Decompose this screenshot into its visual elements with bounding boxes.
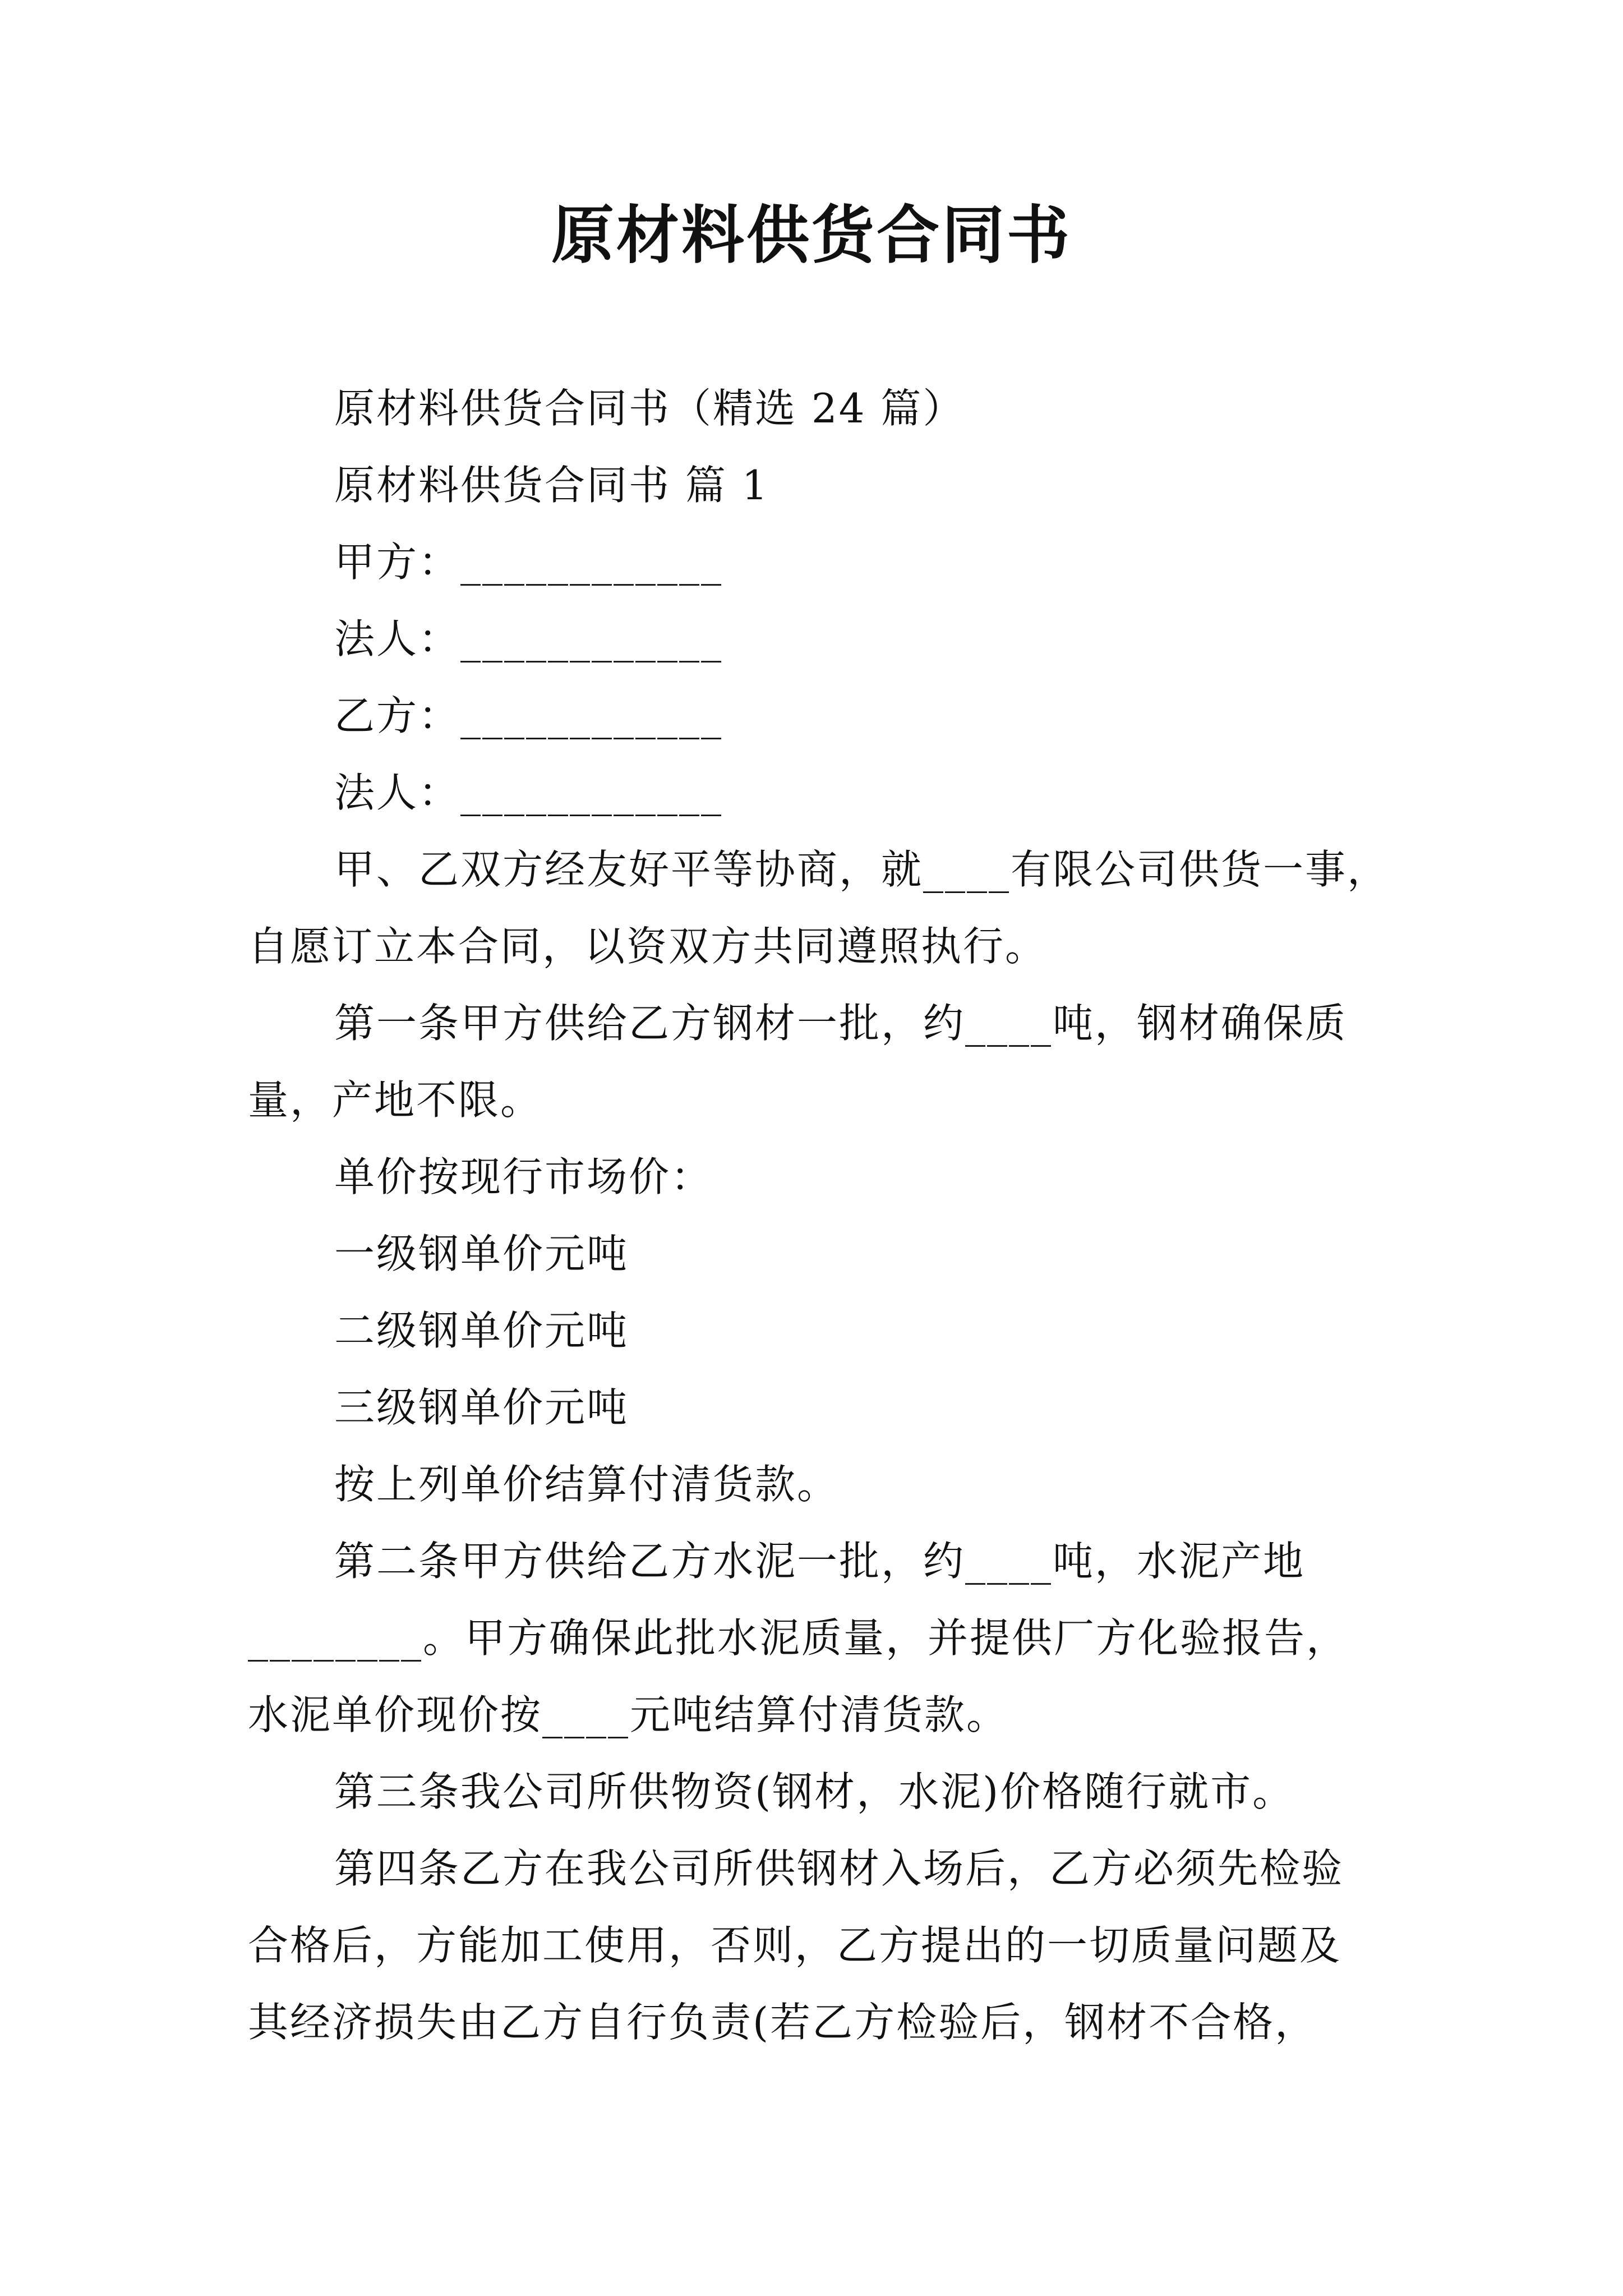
text-line: 第四条乙方在我公司所供钢材入场后，乙方必须先检验 [334, 1845, 1344, 1892]
text-line: 合格后，方能加工使用，否则，乙方提出的一切质量问题及 [248, 1922, 1342, 1969]
text-line: 自愿订立本合同，以资双方共同遵照执行。 [248, 923, 1048, 970]
text-line: 甲、乙双方经友好平等协商，就____有限公司供货一事， [334, 846, 1390, 893]
text-line: 法人：____________ [334, 615, 723, 662]
text-line: 三级钢单价元吨 [334, 1384, 629, 1431]
text-line: 第三条我公司所供物资(钢材，水泥)价格随行就市。 [334, 1768, 1295, 1815]
text-line: ________。甲方确保此批水泥质量，并提供厂方化验报告， [248, 1614, 1349, 1662]
text-line: 原材料供货合同书（精选 24 篇） [334, 385, 965, 432]
document-title: 原材料供货合同书 [551, 199, 1072, 272]
text-line: 甲方：____________ [334, 539, 723, 586]
text-line: 法人：____________ [334, 769, 723, 816]
text-line: 二级钢单价元吨 [334, 1307, 629, 1354]
document-body [248, 370, 1392, 2061]
text-line: 其经济损失由乙方自行负责(若乙方检验后，钢材不合格， [248, 1999, 1317, 2046]
text-line: 第一条甲方供给乙方钢材一批，约____吨，钢材确保质 [334, 1000, 1348, 1047]
text-line: 第二条甲方供给乙方水泥一批，约____吨，水泥产地 [334, 1538, 1306, 1585]
text-line: 一级钢单价元吨 [334, 1230, 629, 1277]
text-line: 乙方：____________ [334, 692, 723, 739]
text-line: 量，产地不限。 [248, 1076, 543, 1124]
text-line: 按上列单价结算付清货款。 [334, 1461, 840, 1508]
text-line: 单价按现行市场价： [334, 1153, 713, 1200]
text-line: 水泥单价现价按____元吨结算付清货款。 [248, 1691, 1009, 1738]
text-line: 原材料供货合同书 篇 1 [334, 462, 769, 509]
